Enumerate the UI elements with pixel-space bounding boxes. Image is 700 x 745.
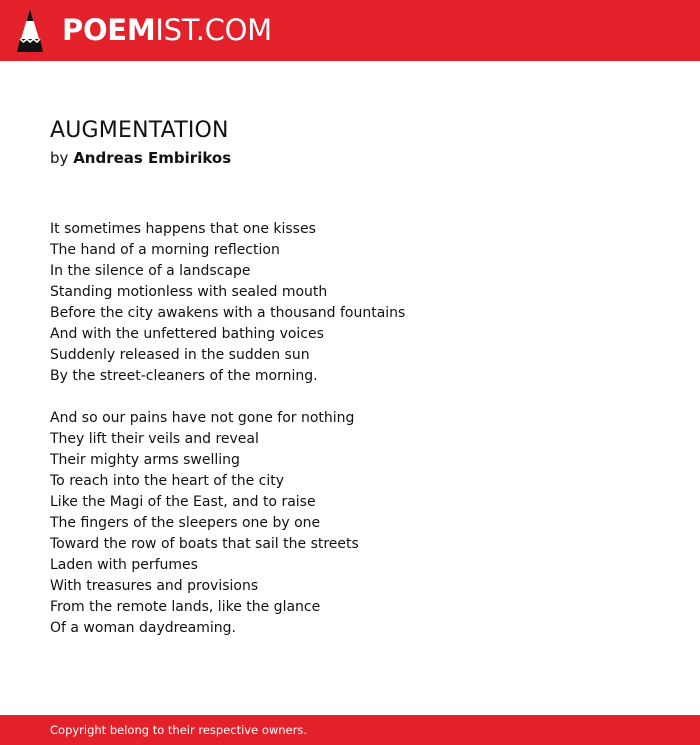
poem-line: And with the unfettered bathing voices: [50, 326, 324, 342]
poem-line: By the street-cleaners of the morning.: [50, 368, 318, 384]
poem-line: From the remote lands, like the glance: [50, 599, 321, 615]
poem-line: They lift their veils and reveal: [50, 431, 259, 447]
poem-line: Like the Magi of the East, and to raise: [50, 494, 316, 510]
logo-bold-text: POEM: [62, 13, 156, 47]
poem-body: [50, 219, 670, 639]
poem-line: Suddenly released in the sudden sun: [50, 347, 310, 363]
poem-byline: [50, 146, 670, 170]
site-header: [0, 0, 700, 61]
pencil-tip-icon[interactable]: [17, 9, 43, 52]
poem-line: The hand of a morning reflection: [50, 242, 280, 258]
poem-line: To reach into the heart of the city: [50, 473, 285, 489]
by-label: by: [50, 149, 69, 167]
poem-line: And so our pains have not gone for nothing: [50, 410, 355, 426]
logo-light-text: IST.COM: [155, 13, 272, 47]
poem-line: Of a woman daydreaming.: [50, 620, 236, 636]
site-logo[interactable]: [62, 11, 272, 49]
poem-stanza: [50, 408, 670, 639]
poem-line: It sometimes happens that one kisses: [50, 221, 316, 237]
poem-stanza: [50, 219, 670, 387]
poem-line: Toward the row of boats that sail the streets: [50, 536, 359, 552]
poem-content: [50, 116, 670, 660]
poem-line: Their mighty arms swelling: [50, 452, 240, 468]
poem-line: With treasures and provisions: [50, 578, 259, 594]
site-footer: [0, 715, 700, 745]
poem-line: Before the city awakens with a thousand fountains: [50, 305, 406, 321]
poem-title: AUGMENTATION: [50, 118, 229, 143]
copyright-text: Copyright belong to their respective owners.: [50, 723, 308, 737]
poem-line: The fingers of the sleepers one by one: [50, 515, 321, 531]
poem-line: Standing motionless with sealed mouth: [50, 284, 328, 300]
poem-author: Andreas Embirikos: [73, 149, 232, 167]
poem-line: Laden with perfumes: [50, 557, 198, 573]
poem-line: In the silence of a landscape: [50, 263, 251, 279]
